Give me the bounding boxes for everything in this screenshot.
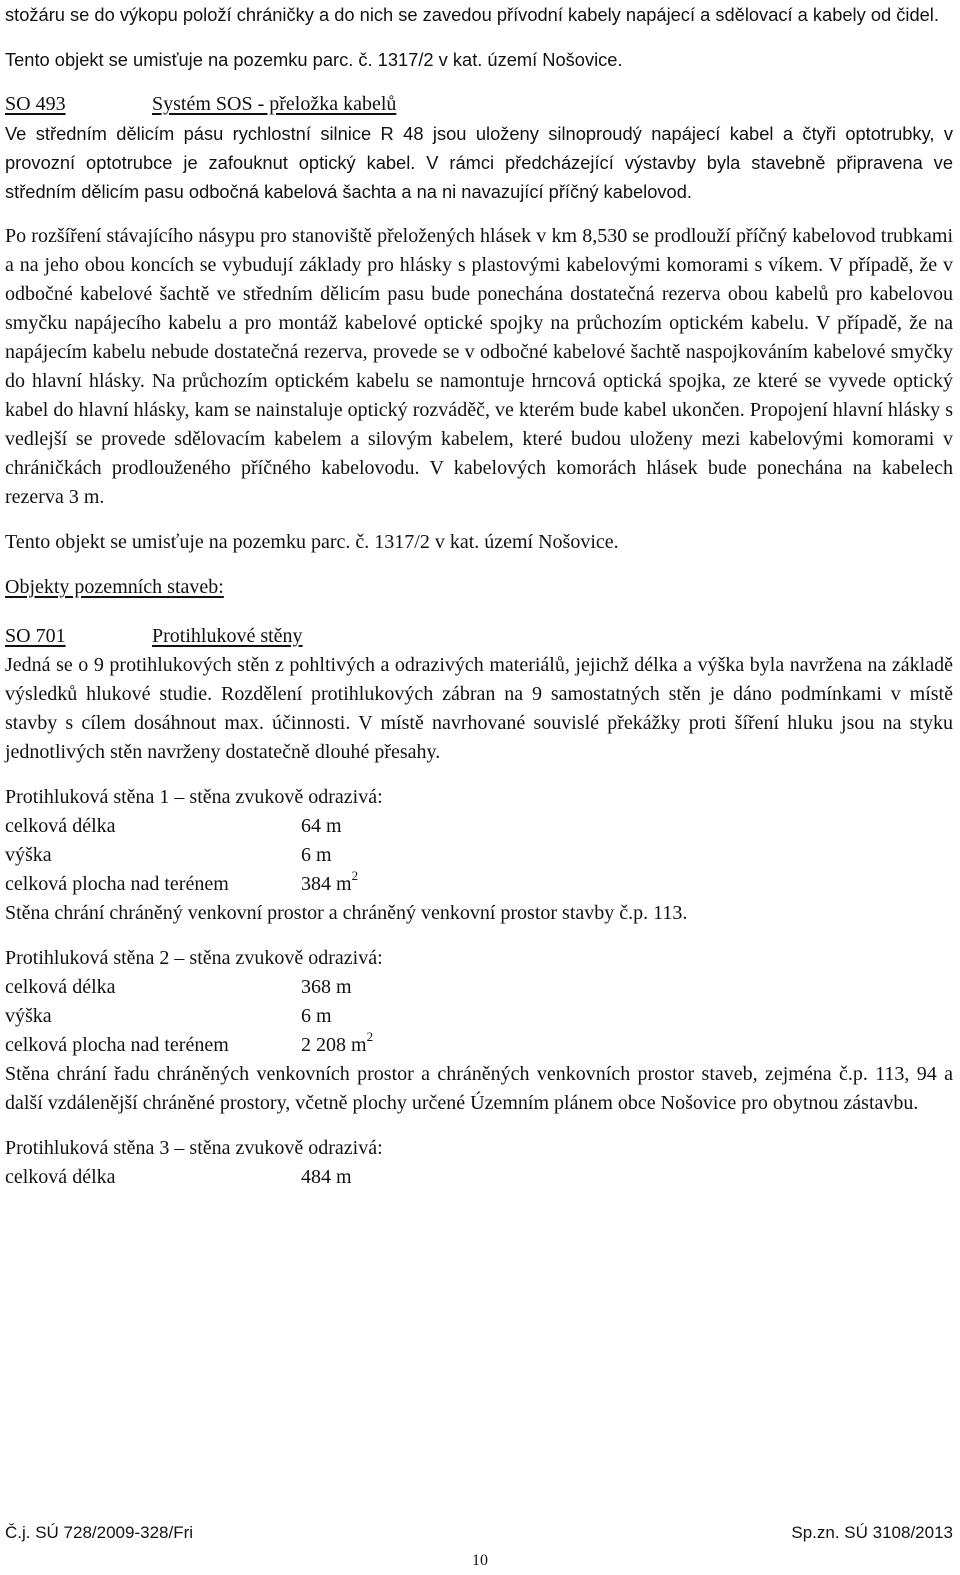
so493-location: Tento objekt se umisťuje na pozemku parc. č. 1317/2 v kat. území Nošovice. <box>5 531 619 553</box>
wall-2 <box>5 944 953 1118</box>
so493-paragraph-1: Ve středním dělicím pásu rychlostní silnice R 48 jsou uloženy silnoproudý napájecí kabel a čtyři optotrubky, v provozní optotrubce je zafouknut optický kabel. V rámci předcházející výstavby byla stavebně připravena ve středním dělicím pasu odbočná kabelová šachta a na ni navazující příčný kabelovod. <box>5 123 953 202</box>
wall-area-number: 384 m <box>301 873 352 895</box>
paragraph-top-1: stožáru se do výkopu položí chráničky a do nich se zavedou přívodní kabely napájecí a sdělovací a kabely od čidel. <box>5 4 939 25</box>
objects-heading: Objekty pozemních staveb: <box>5 576 224 598</box>
wall-heading: Protihluková stěna 3 – stěna zvukově odrazivá: <box>5 1137 383 1159</box>
wall-area-number: 2 208 m <box>301 1034 367 1056</box>
wall-note: Stěna chrání chráněný venkovní prostor a chráněný venkovní prostor stavby č.p. 113. <box>5 902 688 924</box>
wall-length-row <box>5 1163 953 1192</box>
wall-area-row <box>5 1031 953 1060</box>
wall-heading: Protihluková stěna 2 – stěna zvukově odrazivá: <box>5 947 383 969</box>
wall-length-row <box>5 973 953 1002</box>
so701-title: Protihlukové stěny <box>152 625 303 647</box>
wall-area-exponent: 2 <box>351 868 359 884</box>
wall-length-label: celková délka <box>5 1166 116 1188</box>
so493-code: SO 493 <box>5 93 66 115</box>
wall-length-label: celková délka <box>5 815 116 837</box>
wall-area-label: celková plocha nad terénem <box>5 1034 229 1056</box>
wall-height-row <box>5 1002 953 1031</box>
footer-reference-left: Č.j. SÚ 728/2009-328/Fri <box>5 1523 194 1542</box>
wall-heading: Protihluková stěna 1 – stěna zvukově odrazivá: <box>5 786 383 808</box>
so493-paragraph-2b: V případě, že v odbočné kabelové šachtě ve středním dělicím pasu bude ponechána dostatečná rezerva obou kabelů pro kabelovou smyčku napájecího kabelu a pro montáž kabelové optické spojky na průchozím optickém kabelu. V případě, že na napájecím kabelu nebude dostatečná rezerva, provede se v odbočné kabelové šachtě naspojkováním kabelové smyčky do hlavní hlásky. Na průchozím optickém kabelu se namontuje hrncová optická spojka, ze které se vyvede optický kabel do hlavní hlásky, kam se nainstaluje optický rozváděč, ve kterém bude kabel ukončen. Propojení hlavní hlásky s vedlejší se provede sdělovacím kabelem a silovým kabelem, které budou uloženy mezi kabelovými komorami v chráničkách prodlouženého příčného kabelovodu. V kabelových komorách hlásek bude ponechána na kabelech rezerva 3 m. <box>5 254 953 508</box>
wall-1 <box>5 783 953 928</box>
wall-height-label: výška <box>5 844 52 866</box>
so701-heading <box>5 622 953 651</box>
wall-length-row <box>5 812 953 841</box>
wall-area-label: celková plocha nad terénem <box>5 873 229 895</box>
wall-length-value: 64 m <box>301 815 342 837</box>
paragraph-top-location: Tento objekt se umisťuje na pozemku parc. č. 1317/2 v kat. území Nošovice. <box>5 49 623 70</box>
wall-height-value: 6 m <box>301 844 332 866</box>
wall-height-row <box>5 841 953 870</box>
so493-paragraph-2a: Po rozšíření stávajícího násypu pro stanoviště přeložených hlásek v km 8,530 se prodlouží příčný kabelovod trubkami a na jeho obou koncích se vybudují základy pro hlásky s plastovými kabelovými komorami s víkem. <box>5 225 953 276</box>
wall-area-value <box>301 1031 373 1060</box>
so701-code: SO 701 <box>5 625 66 647</box>
wall-area-exponent: 2 <box>366 1029 374 1045</box>
wall-note: Stěna chrání řadu chráněných venkovních prostor a chráněných venkovních prostor staveb, zejména č.p. 113, 94 a další vzdálenější chráněné prostory, včetně plochy určené Územním plánem obce Nošovice pro obytnou zástavbu. <box>5 1063 953 1114</box>
wall-height-value: 6 m <box>301 1005 332 1027</box>
so493-title: Systém SOS - přeložka kabelů <box>152 93 397 115</box>
footer-reference-right: Sp.zn. SÚ 3108/2013 <box>791 1523 953 1542</box>
wall-length-value: 484 m <box>301 1166 352 1188</box>
wall-area-row <box>5 870 953 899</box>
page-number: 10 <box>472 1552 488 1569</box>
wall-3 <box>5 1134 953 1192</box>
wall-length-label: celková délka <box>5 976 116 998</box>
so493-paragraph-2 <box>5 222 953 512</box>
page-footer <box>5 1518 953 1547</box>
wall-length-value: 368 m <box>301 976 352 998</box>
so701-paragraph-1: Jedná se o 9 protihlukových stěn z pohltivých a odrazivých materiálů, jejichž délka a výška byla navržena na základě výsledků hlukové studie. Rozdělení protihlukových zábran na 9 samostatných stěn je dáno podmínkami v místě stavby s cílem dosáhnout max. účinnosti. V místě navrhované souvislé překážky proti šíření hluku jsou na styku jednotlivých stěn navrženy dostatečně dlouhé přesahy. <box>5 654 953 763</box>
wall-height-label: výška <box>5 1005 52 1027</box>
wall-area-value <box>301 870 358 899</box>
so493-heading <box>5 90 953 119</box>
